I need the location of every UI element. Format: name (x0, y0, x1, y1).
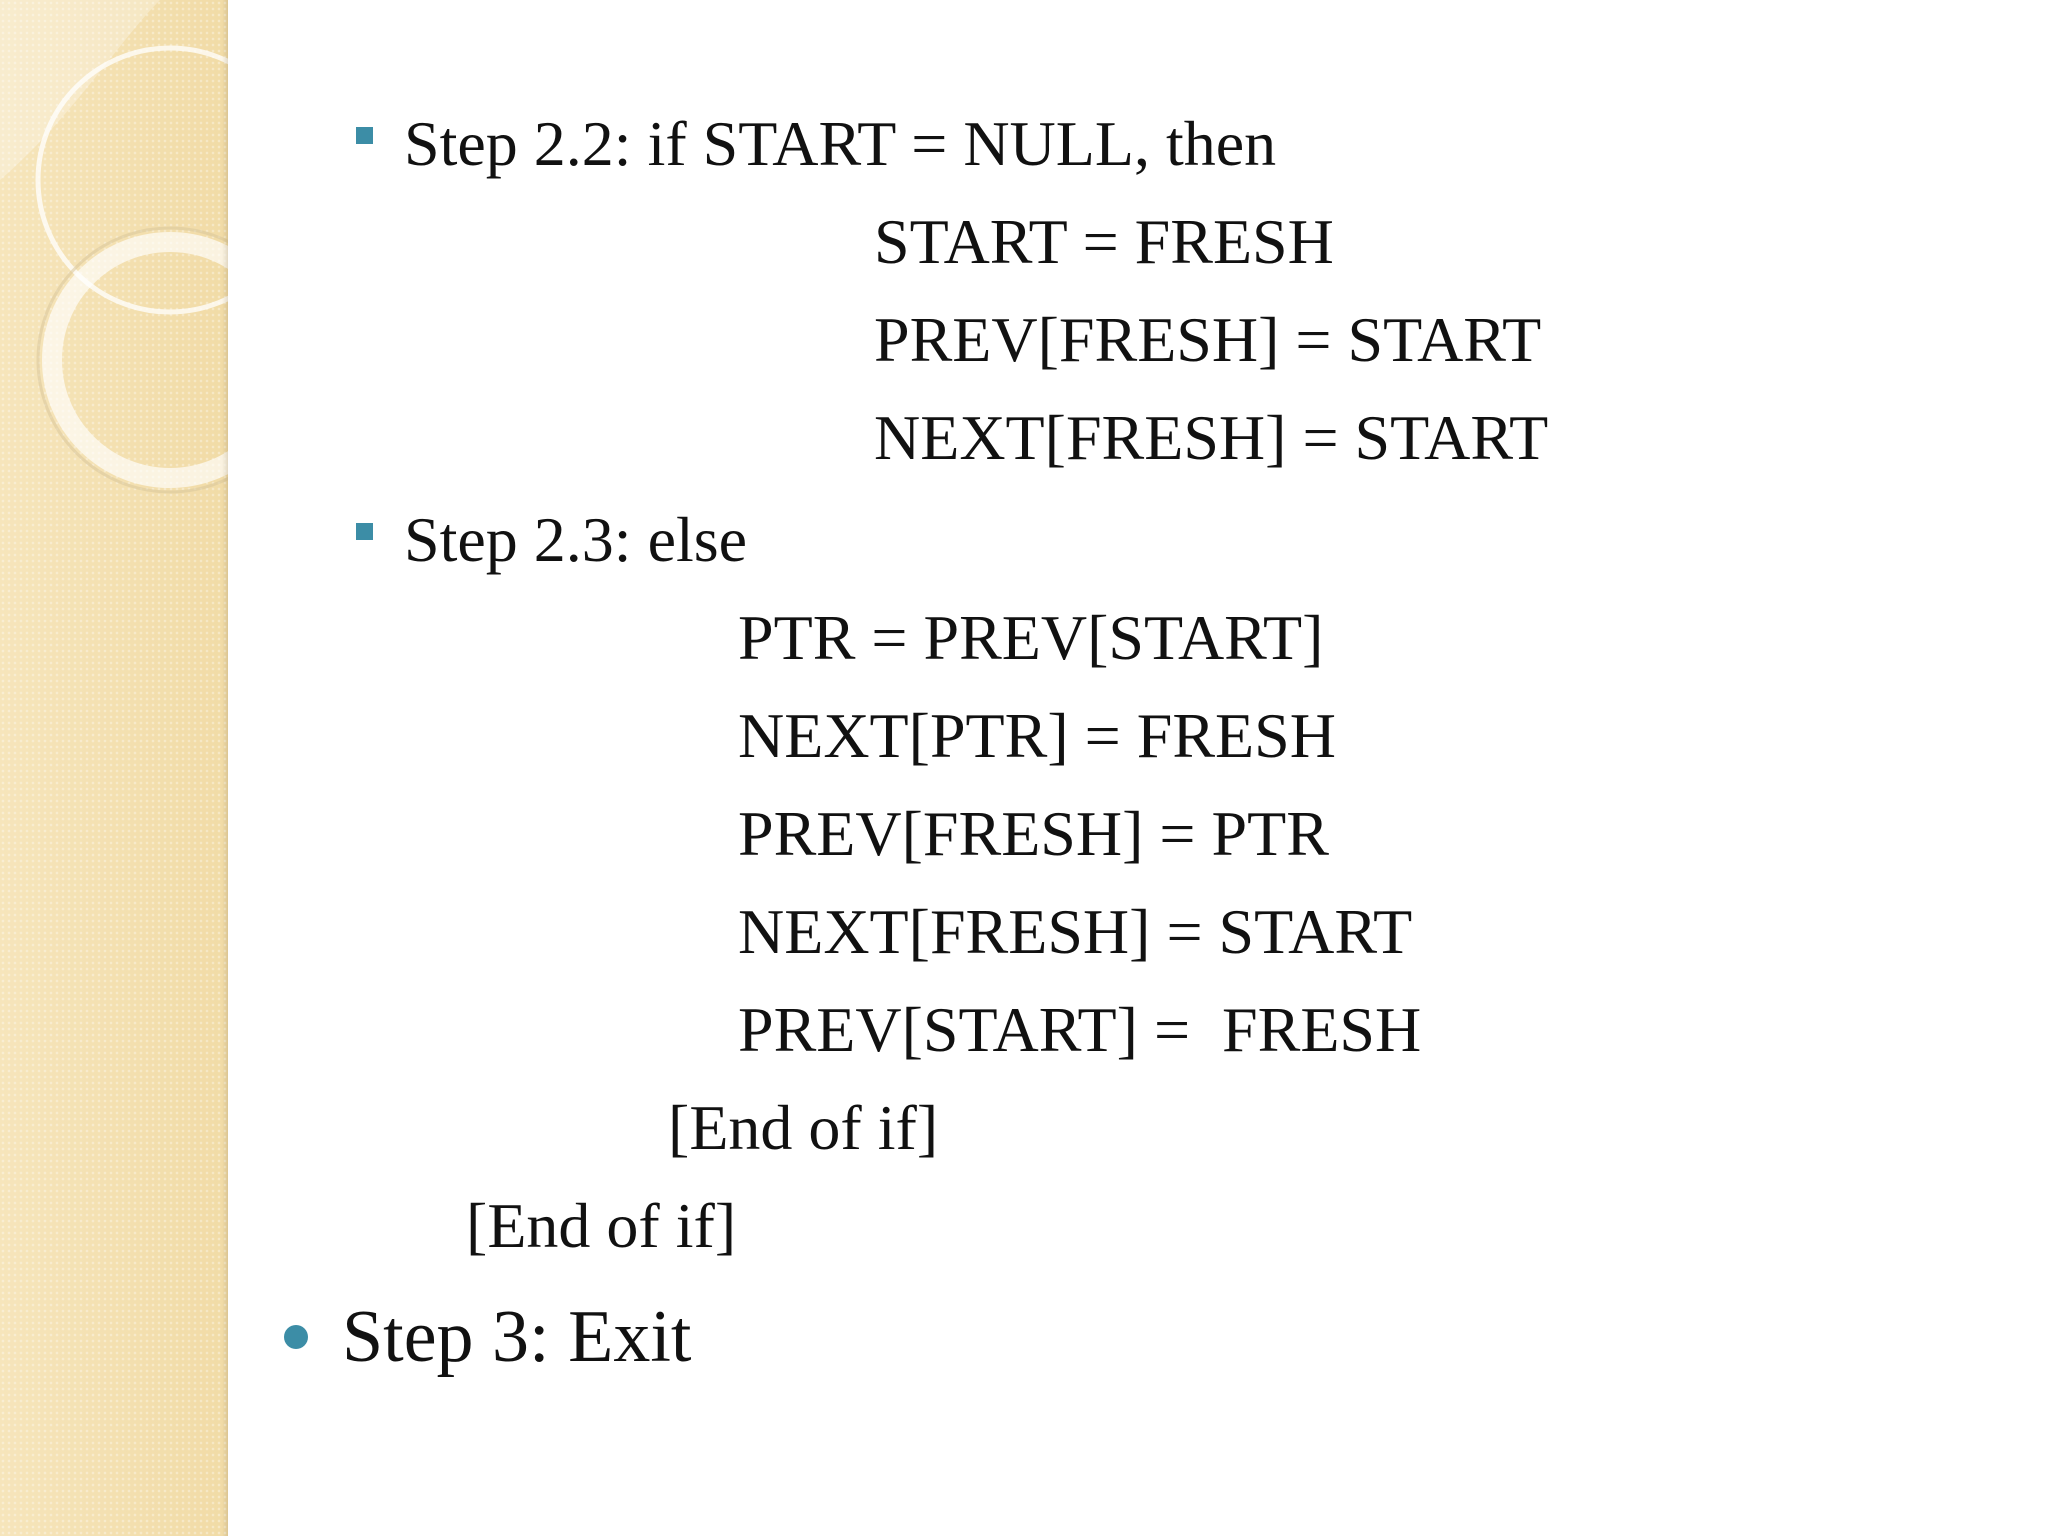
decorative-rings-icon (0, 0, 228, 1536)
end-of-if-inner: [End of if] (668, 1092, 939, 1163)
end-of-if-outer: [End of if] (466, 1190, 737, 1261)
round-bullet-icon (284, 1325, 308, 1349)
code-line: NEXT[FRESH] = START (874, 402, 1549, 473)
code-line: PREV[FRESH] = PTR (738, 798, 1329, 869)
code-line: START = FRESH (874, 206, 1334, 277)
step-2-3-text: Step 2.3: else (404, 504, 748, 575)
square-bullet-icon (356, 127, 373, 144)
sidebar-edge (222, 0, 228, 1536)
code-line: PREV[FRESH] = START (874, 304, 1542, 375)
code-line: NEXT[FRESH] = START (738, 896, 1413, 967)
code-line: NEXT[PTR] = FRESH (738, 700, 1336, 771)
code-line: PTR = PREV[START] (738, 602, 1324, 673)
step-2-2-text: Step 2.2: if START = NULL, then (404, 108, 1277, 179)
decorative-sidebar (0, 0, 228, 1536)
code-line: PREV[START] = FRESH (738, 994, 1422, 1065)
square-bullet-icon (356, 523, 373, 540)
step-3-text: Step 3: Exit (342, 1296, 692, 1378)
